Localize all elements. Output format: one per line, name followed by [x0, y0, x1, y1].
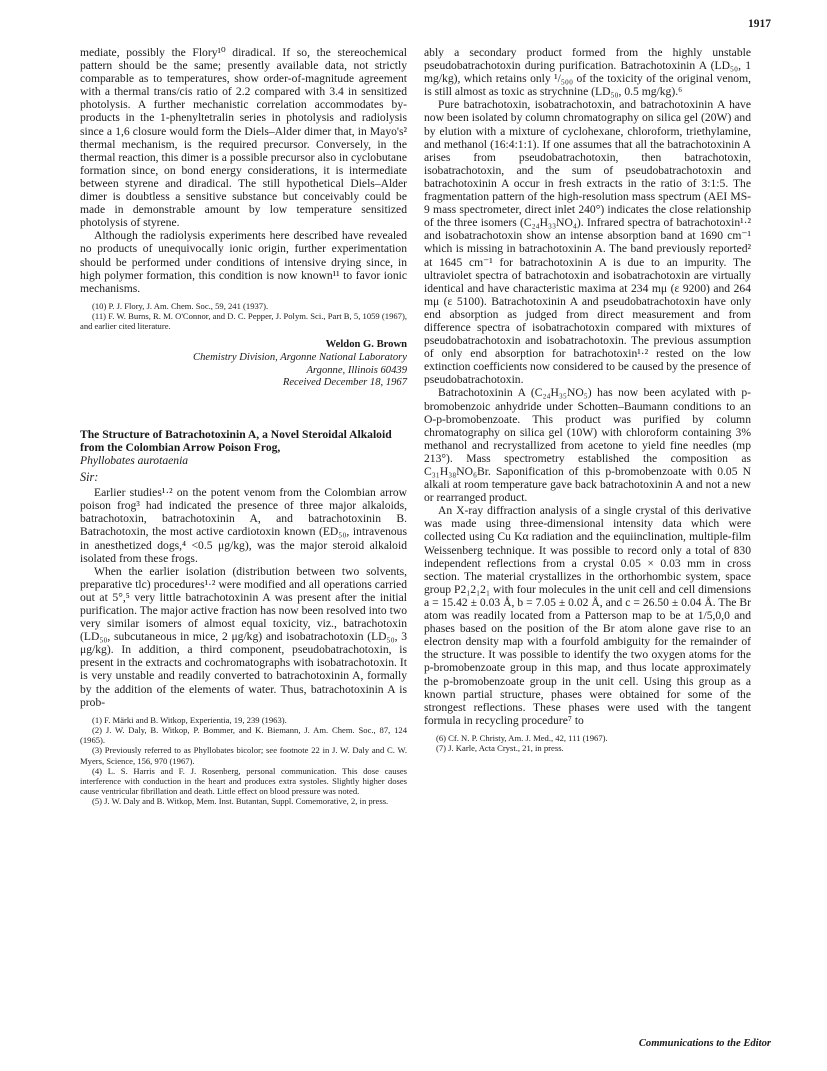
right-column: [424, 46, 751, 753]
signature-block: [80, 339, 407, 389]
page-number: 1917: [748, 18, 771, 30]
footnote: (6) Cf. N. P. Christy, Am. J. Med., 42, 111 (1967).: [436, 732, 608, 743]
article-title: The Structure of Batrachotoxinin A, a Novel Steroidal Alkaloid from the Colombian Arrow Poison Frog,: [80, 427, 392, 454]
footnote: (5) J. W. Daly and B. Witkop, Mem. Inst. Butantan, Suppl. Comemorative, 2, in press.: [92, 796, 389, 807]
running-footer: Communications to the Editor: [638, 1038, 771, 1049]
footnote: (4) L. S. Harris and F. J. Rosenberg, personal communication. This dose causes interference with conduction in the heart and produces extra systoles. Slightly higher doses cause ventricular fibrillation and death. Little effect on blood pressure was noted.: [80, 765, 407, 797]
paragraph: Although the radiolysis experiments here described have revealed no products of unequivocally ionic origin, further experimentation should be performed under conditions of intensive drying since, in high polymer formation, this condition is now known¹¹ to favor ionic mechanisms.: [80, 229, 407, 295]
paragraph: Pure batrachotoxin, isobatrachotoxin, and batrachotoxinin A have now been isolated by column chromatography on silica gel (20W) and by elution with a mixture of cyclohexane, chloroform, triethylamine, and methanol (16:4:1:1). If one assumes that all the batrachotoxinin A arises from pseudobatrachotoxin, then batrachotoxin, isobatrachotoxin, and the sum of pseudobatrachotoxin and batrachotoxinin A occur in fresh extracts in the ratio of 3:1:5. The fragmentation pattern of the high-resolution mass spectrum (AEI MS-9 mass spectrometer, direct inlet 240°) indicates the close relationship of the three isomers (C₂₄H₃₃NO₄). Infrared spectra of batrachotoxin¹·² and isobatrachotoxin show an intense absorption band at 1690 cm⁻¹ which is missing in batrachotoxinin A. The band previously reported² at 1645 cm⁻¹ for batrachotoxinin A is due to an impurity. The ultraviolet spectra of batrachotoxin and isobatrachotoxin are virtually identical and have characteristic maxima at 234 mμ (ε 9200) and 264 mμ (ε 5100). Batrachotoxinin A and pseudobatrachotoxin have only end absorption as judged from direct measurement and from difference spectra of isobatrachotoxin compared with mixtures of pseudobatrachotoxin and isobatrachotoxin. The previous assumption of only end absorption for batrachotoxin¹·² rested on the low extinction coefficients now considered to be caused by the presence of pseudobatrachotoxin.: [424, 98, 751, 387]
paragraph: Batrachotoxinin A (C₂₄H₃₅NO₅) has now been acylated with p-bromobenzoic anhydride under Schotten–Baumann conditions to an O-p-bromobenzoate. This product was purified by column chromatography on silica gel (10W) with chloroform containing 3% methanol and recrystallized from acetone to yield fine needles (mp 213°). Mass spectrometry established the composition as C₃₁H₃₈NO₆Br. Saponification of this p-bromobenzoate with 0.05 N alkali at room temperature gave back batrachotoxinin A and not a new or rearranged product.: [424, 386, 751, 505]
paragraph: mediate, possibly the Flory¹⁰ diradical. If so, the stereochemical pattern should be the same; presently available data, not strictly comparable as to temperatures, show order-of-magnitude agreement with a thermal trans/cis ratio of 2.2 compared with 3.4 in sensitized photolysis. A further mechanistic correlation accommodates by-products in the 1-phenyltetralin series in photolysis and radiolysis since a 1,6 closure would form the Diels–Alder dimer that, in Mayo's² thermal mechanism, is the required precursor. Conversely, in the thermal reaction, this dimer is a possible precursor also in cyclobutane formation since, on bond energy considerations, it is intermediate between styrene and diradical. The still hypothetical Diels–Alder dimer is doubtless a sensitive substance but conceivably could be made in demonstrable amount by low temperature sensitized photolysis of styrene.: [80, 46, 407, 230]
footnotes: [80, 301, 407, 332]
left-column: [80, 46, 407, 807]
paragraph: When the earlier isolation (distribution between two solvents, preparative tlc) procedures¹·² were modified and all operations carried out at 5°,⁵ very little batrachotoxinin A was present after the initial purification. The major active fraction has now been resolved into two very similar isomers of almost equal toxicity, viz., batrachotoxin (LD₅₀, subcutaneous in mice, 2 μg/kg) and isobatrachotoxin (LD₅₀, 3 μg/kg). In addition, a third component, pseudobatrachotoxin, is present in the extracts and cochromatographs with isobatrachotoxin. It is very unstable and readily converted to batrachotoxinin A, formally by the addition of the elements of water. Thus, batrachotoxinin A is prob-: [80, 564, 407, 709]
footnote: (2) J. W. Daly, B. Witkop, P. Bommer, and K. Biemann, J. Am. Chem. Soc., 87, 124 (1965).: [80, 724, 407, 746]
footnote: (7) J. Karle, Acta Cryst., 21, in press.: [436, 743, 564, 754]
footnotes: [424, 733, 751, 753]
article-subtitle: Phyllobates aurotaenia: [80, 453, 189, 467]
affiliation-location: Argonne, Illinois 60439: [306, 364, 407, 376]
paragraph: Earlier studies¹·² on the potent venom from the Colombian arrow poison frog³ had indicated the presence of three major alkaloids, batrachotoxin, batrachotoxinin A, and batrachotoxinin B. Batrachotoxin, the most active cardiotoxin known (ED₅₀, intravenous in anesthetized dogs,⁴ <0.5 μg/kg), was the major steroid alkaloid isolated from these frogs.: [80, 486, 407, 565]
received-date: Received December 18, 1967: [282, 377, 407, 389]
footnote: (10) P. J. Flory, J. Am. Chem. Soc., 59, 241 (1937).: [92, 300, 269, 311]
footnote: (3) Previously referred to as Phyllobates bicolor; see footnote 22 in J. W. Daly and C. W. Myers, Science, 156, 970 (1967).: [80, 745, 407, 766]
affiliation: Chemistry Division, Argonne National Laboratory: [193, 351, 407, 363]
paragraph: An X-ray diffraction analysis of a single crystal of this derivative was made using three-dimensional intensity data which were collected using Cu Kα radiation and the equiinclination, multiple-film Weissenberg technique. It was possible to record only a total of 830 independent reflections from a crystal 0.05 × 0.03 mm in cross section. The material crystallizes in the orthorhombic system, space group P2₁2₁2₁ with four molecules in the unit cell and cell dimensions a = 15.42 ± 0.03 Å, b = 7.05 ± 0.02 Å, and c = 26.50 ± 0.04 Å. The Br atom was readily located from a Patterson map to be at 1/5,0,0 and phases based on the position of the Br atom alone gave rise to an electron density map with a fourfold ambiguity for the remainder of the structure. It was possible to identify the two oxygen atoms for the p-bromobenzoate group in this map, and thus locate approximately the p-bromobenzoate group in the unit cell. Using this group as a known partial structure, phases were obtained for some of the strongest reflections. These phases were used with the tangent formula in recycling procedure⁷ to: [424, 504, 751, 727]
footnote: (11) F. W. Burns, R. M. O'Connor, and D. C. Pepper, J. Polym. Sci., Part B, 5, 1059 (1967), and earlier cited literature.: [80, 310, 407, 332]
salutation: Sir:: [80, 470, 99, 485]
footnotes: [80, 715, 407, 807]
author-name: Weldon G. Brown: [325, 339, 407, 351]
paragraph: ably a secondary product formed from the highly unstable pseudobatrachotoxin during purification. Batrachotoxinin A (LD₅₀, 1 mg/kg), which retains only ¹/₅₀₀ of the toxicity of the original venom, is still almost as toxic as strychnine (LD₅₀, 0.5 mg/kg).⁶: [424, 46, 751, 99]
footnote: (1) F. Märki and B. Witkop, Experientia, 19, 239 (1963).: [92, 714, 287, 725]
